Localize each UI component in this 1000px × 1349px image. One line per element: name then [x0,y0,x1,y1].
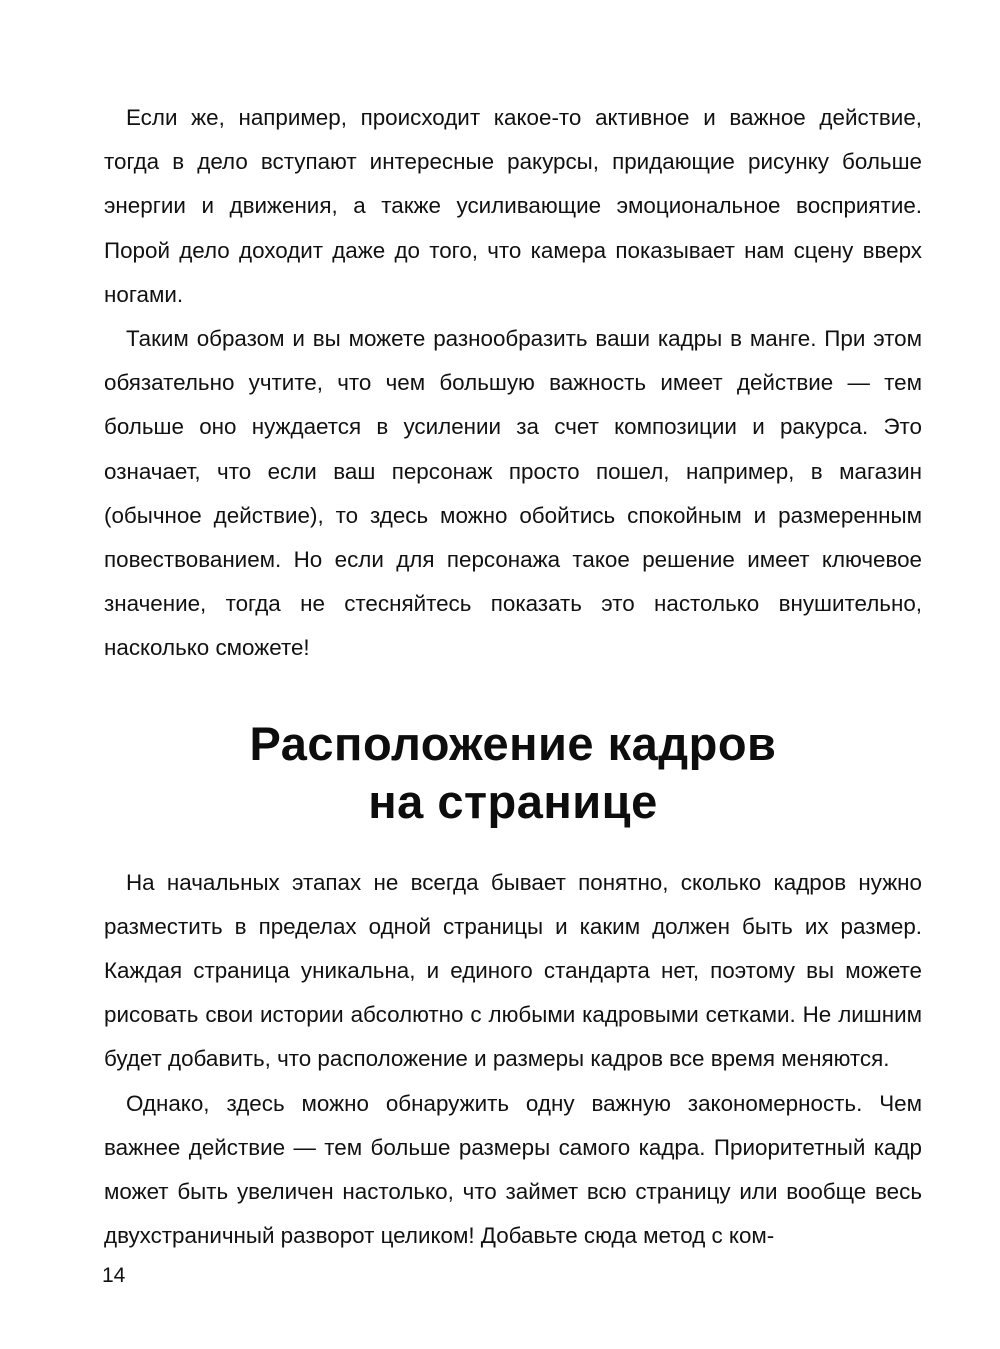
paragraph-frame-importance: Однако, здесь можно обнаружить одну важную закономерность. Чем важнее действие — тем больше размеры самого кадра. Приоритетный кадр может быть увеличен настолько, что займет всю страницу или вообще весь двухстраничный разворот целиком! Добавьте сюда метод с ком- [104,1090,922,1249]
paragraph-frame-count: На начальных этапах не всегда бывает понятно, сколько кадров нужно разместить в пределах одной страницы и каким должен быть их размер. Каждая страница уникальна, и единого стандарта нет, поэтому вы можете рисовать свои истории абсолютно с любыми кадровыми сетками. Не лишним будет добавить, что расположение и размеры кадров все время меняются. [104,869,922,1072]
page-number: 14 [102,1264,126,1287]
paragraph-diversify-frames: Таким образом и вы можете разнообразить ваши кадры в манге. При этом обязательно учтите, что чем большую важность имеет действие — тем больше оно нуждается в усилении за счет композиции и ракурса. Это означает, что если ваш персонаж просто пошел, например, в магазин (обычное действие), то здесь можно обойтись спокойным и размеренным повествованием. Но если для персонажа такое решение имеет ключевое значение, тогда не стесняйтесь показать это настолько внушительно, насколько сможете! [104,326,922,661]
page-content [104,96,922,1258]
section-heading [104,715,922,831]
section-heading-line1: Расположение кадров [249,716,777,770]
paragraph-action-angles: Если же, например, происходит какое-то активное и важное действие, тогда в дело вступают интересные ракурсы, придающие рисунку больше энергии и движения, а также усиливающие эмоциональное восприятие. Порой дело доходит даже до того, что камера показывает нам сцену вверх ногами. [104,105,922,307]
section-heading-line2: на странице [368,774,658,828]
